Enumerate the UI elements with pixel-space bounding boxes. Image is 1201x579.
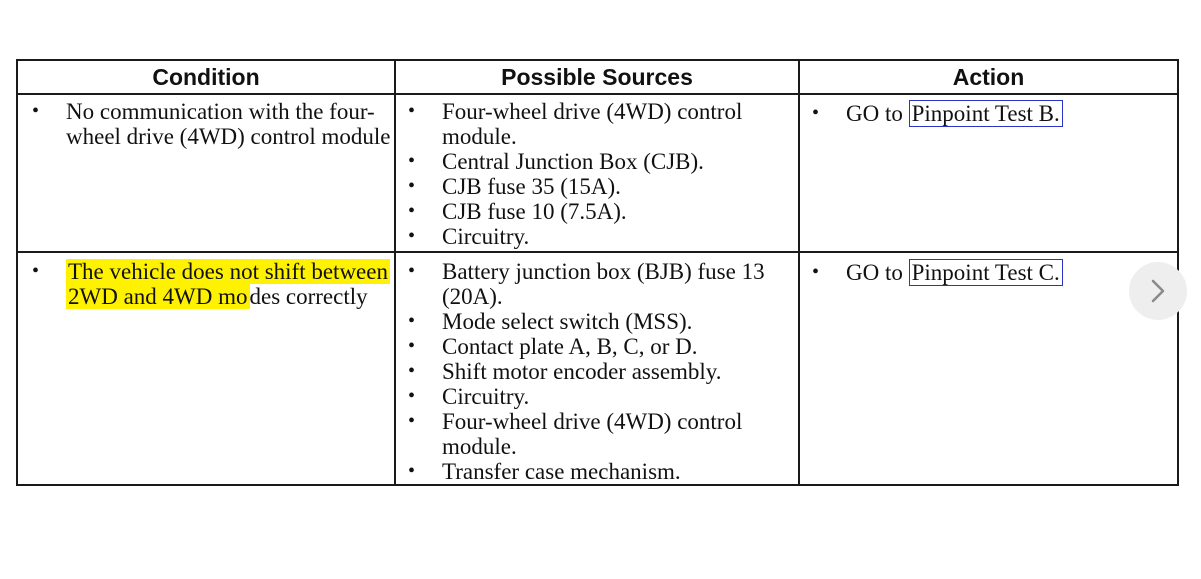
source-item: • Battery junction box (BJB) fuse 13 (20A).	[442, 259, 798, 309]
highlighted-text: The vehicle does not shift between 2WD and 4WD mo	[68, 259, 388, 309]
pinpoint-test-c-link[interactable]: Pinpoint Test C.	[909, 259, 1063, 286]
source-item: • Contact plate A, B, C, or D.	[442, 334, 798, 359]
source-item: • Four-wheel drive (4WD) control module.	[442, 409, 798, 459]
action-item	[846, 101, 1177, 126]
sources-cell	[395, 94, 799, 252]
table-row	[17, 252, 1178, 485]
source-item: • Mode select switch (MSS).	[442, 309, 798, 334]
sources-cell	[395, 252, 799, 485]
action-cell	[799, 94, 1178, 252]
condition-text-rest: des correctly	[249, 284, 368, 309]
source-item: • Transfer case mechanism.	[442, 459, 798, 484]
source-item: • CJB fuse 35 (15A).	[442, 174, 798, 199]
condition-cell	[17, 252, 395, 485]
header-condition: Condition	[17, 60, 395, 94]
source-item: • Shift motor encoder assembly.	[442, 359, 798, 384]
source-item: • Four-wheel drive (4WD) control module.	[442, 99, 798, 149]
condition-cell	[17, 94, 395, 252]
source-item: • Circuitry.	[442, 224, 798, 249]
table-header-row	[17, 60, 1178, 94]
action-prefix: GO to	[846, 101, 903, 126]
next-button[interactable]	[1129, 262, 1187, 320]
condition-item	[66, 259, 394, 309]
header-possible-sources: Possible Sources	[395, 60, 799, 94]
chevron-right-icon	[1148, 276, 1168, 306]
condition-item: • No communication with the four-wheel drive (4WD) control module	[66, 99, 394, 149]
source-item: • Central Junction Box (CJB).	[442, 149, 798, 174]
source-item: • Circuitry.	[442, 384, 798, 409]
source-item: • CJB fuse 10 (7.5A).	[442, 199, 798, 224]
pinpoint-test-b-link[interactable]: Pinpoint Test B.	[909, 100, 1063, 127]
diagnostic-table	[16, 59, 1179, 486]
action-item	[846, 260, 1177, 285]
header-action: Action	[799, 60, 1178, 94]
table-row	[17, 94, 1178, 252]
action-prefix: GO to	[846, 260, 903, 285]
action-cell	[799, 252, 1178, 485]
